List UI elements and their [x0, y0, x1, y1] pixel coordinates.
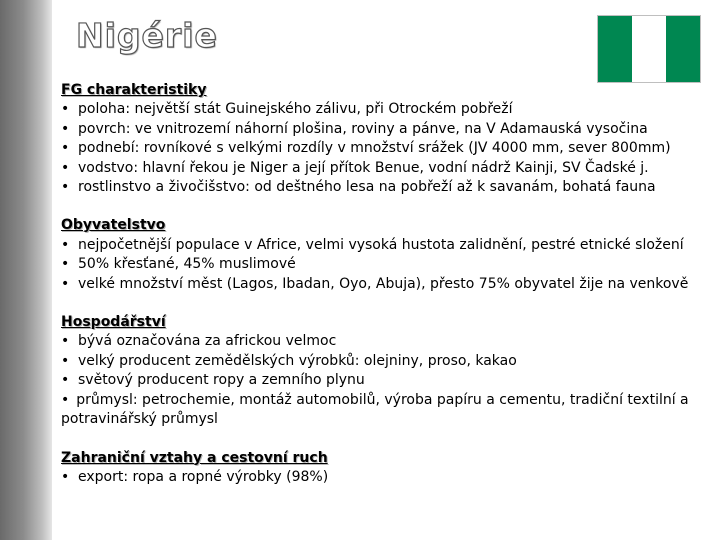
bullet-icon: • — [61, 275, 70, 292]
bullet-icon: • — [61, 372, 70, 389]
bullet-list — [61, 468, 711, 487]
bullet-icon: • — [61, 352, 70, 369]
bullet-icon: • — [61, 236, 70, 253]
list-item: • průmysl: petrochemie, montáž automobilů, výroba papíru a cementu, tradiční textilní a potravinářský průmysl — [61, 391, 689, 428]
list-item: • velký producent zemědělských výrobků: olejniny, proso, kakao — [61, 352, 711, 371]
section-obyvatelstvo — [61, 216, 711, 294]
bullet-list — [61, 100, 711, 197]
section-heading: Hospodářství — [61, 314, 166, 331]
list-item: • velké množství měst (Lagos, Ibadan, Oyo, Abuja), přesto 75% obyvatel žije na venkově — [61, 275, 711, 294]
slide-content — [61, 81, 711, 506]
list-item: • podnebí: rovníkové s velkými rozdíly v množství srážek (JV 4000 mm, sever 800mm) — [61, 139, 711, 158]
bullet-icon: • — [61, 333, 70, 350]
nigeria-flag — [597, 15, 701, 83]
bullet-list — [61, 236, 711, 294]
bullet-list — [61, 332, 711, 429]
section-heading: FG charakteristiky — [61, 82, 207, 98]
list-item: • rostlinstvo a živočišstvo: od deštného lesa na pobřeží až k savanám, bohatá fauna — [61, 178, 711, 197]
bullet-icon: • — [61, 159, 70, 176]
bullet-icon: • — [61, 120, 70, 137]
bullet-icon: • — [61, 179, 70, 196]
list-item: • světový producent ropy a zemního plynu — [61, 371, 711, 390]
section-heading: Zahraniční vztahy a cestovní ruch — [61, 449, 328, 466]
section-hospodarstvi — [61, 313, 711, 429]
bullet-icon: • — [61, 101, 70, 118]
flag-stripe-left — [598, 16, 632, 82]
bullet-icon: • — [61, 391, 70, 408]
list-item: • povrch: ve vnitrozemí náhorní plošina, roviny a pánve, na V Adamauská vysočina — [61, 120, 711, 139]
list-item: • bývá označována za africkou velmoc — [61, 332, 711, 351]
flag-stripe-center — [632, 16, 666, 82]
section-zahranicni — [61, 449, 711, 488]
bullet-icon: • — [61, 140, 70, 157]
bullet-icon: • — [61, 256, 70, 273]
list-item: • vodstvo: hlavní řekou je Niger a její přítok Benue, vodní nádrž Kainji, SV Čadské j. — [61, 159, 711, 178]
bullet-icon: • — [61, 468, 70, 485]
list-item: • 50% křesťané, 45% muslimové — [61, 255, 711, 274]
list-item: • export: ropa a ropné výrobky (98%) — [61, 468, 711, 487]
section-heading: Obyvatelstvo — [61, 217, 166, 234]
slide-title: Nigérie — [76, 16, 218, 55]
list-item: • poloha: největší stát Guinejského zálivu, při Otrockém pobřeží — [61, 100, 711, 119]
section-fg — [61, 81, 711, 197]
list-item: • nejpočetnější populace v Africe, velmi vysoká hustota zalidnění, pestré etnické složení — [61, 236, 711, 255]
sidebar-decoration — [0, 0, 52, 540]
flag-stripe-right — [666, 16, 700, 82]
